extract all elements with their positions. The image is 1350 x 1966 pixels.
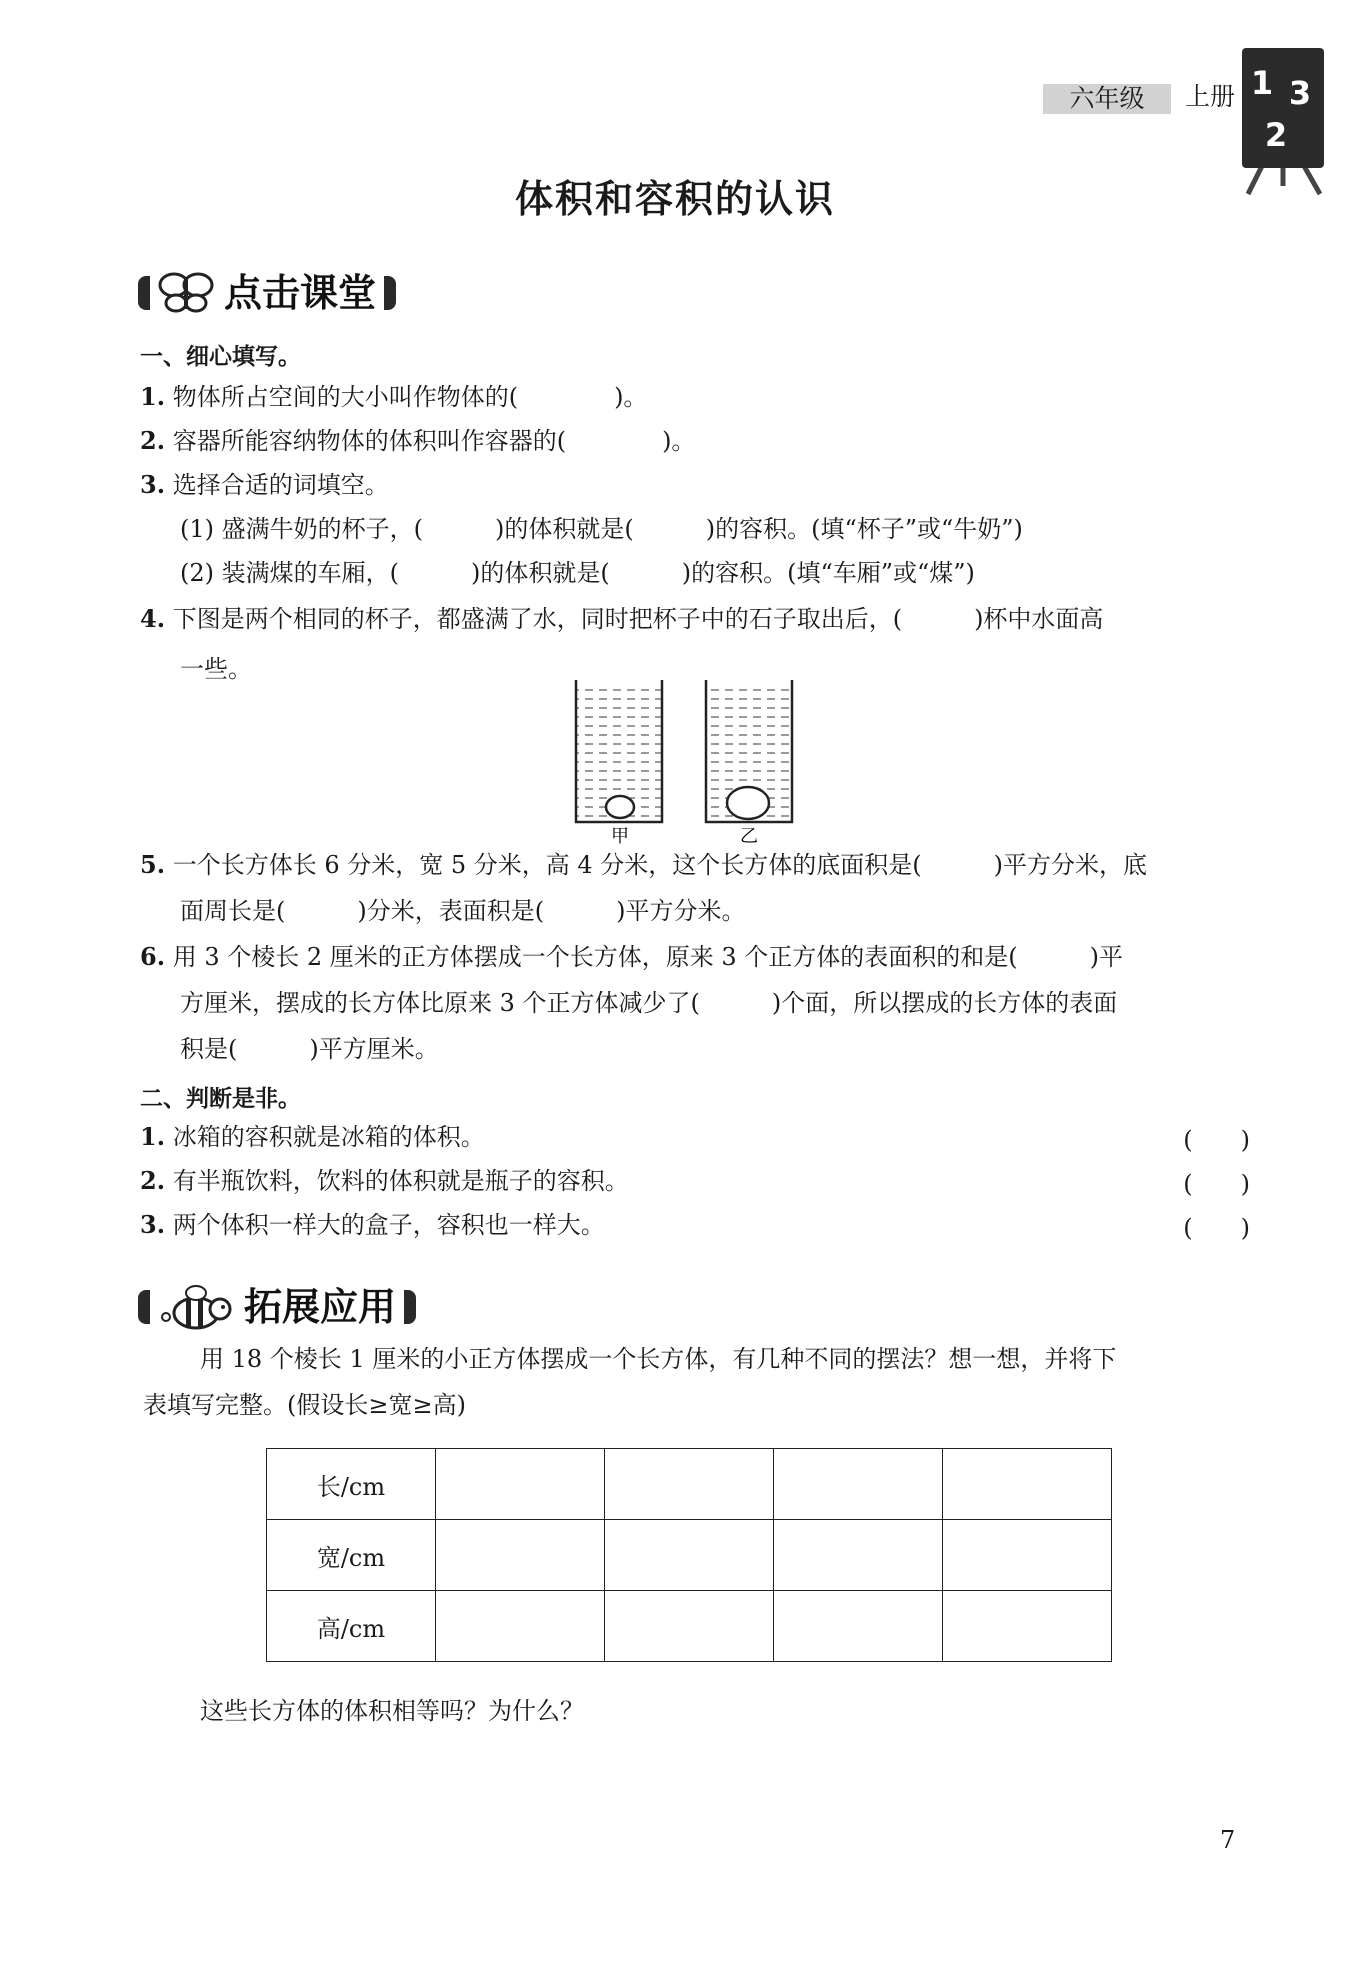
section-banner-label: 拓展应用 (244, 1285, 397, 1329)
bee-icon (156, 1283, 236, 1331)
page-number: 7 (1220, 1826, 1236, 1854)
question-text: 有半瓶饮料，饮料的体积就是瓶子的容积。 (172, 1167, 629, 1195)
question-3 (140, 468, 389, 502)
table-cell[interactable] (943, 1449, 1112, 1520)
question-number: 3. (140, 1210, 166, 1239)
question-4-line-2: 一些。 (180, 655, 252, 683)
extension-text-line-2: 表填写完整。(假设长≥宽≥高) (143, 1391, 466, 1419)
judge-item-3 (140, 1208, 605, 1242)
table-cell[interactable] (774, 1591, 943, 1662)
term-label: 上册 (1185, 82, 1236, 111)
question-5 (140, 848, 1147, 882)
question-text: 物体所占空间的大小叫作物体的( )。 (172, 383, 648, 411)
table-cell[interactable] (774, 1520, 943, 1591)
table-row (267, 1520, 1112, 1591)
section-banner-extension (138, 1282, 416, 1332)
follow-up-question: 这些长方体的体积相等吗？为什么？ (200, 1697, 584, 1725)
question-6-line-3: 积是( )平方厘米。 (180, 1035, 439, 1063)
question-text: 下图是两个相同的杯子，都盛满了水，同时把杯子中的石子取出后，( )杯中水面高 (172, 605, 1104, 633)
question-number: 4. (140, 604, 166, 633)
question-3-sub-2: (2) 装满煤的车厢，( )的体积就是( )的容积。(填“车厢”或“煤”) (180, 559, 975, 587)
question-5-line-2: 面周长是( )分米，表面积是( )平方分米。 (180, 897, 746, 925)
question-2 (140, 424, 695, 458)
table-cell[interactable] (436, 1449, 605, 1520)
question-number: 6. (140, 942, 166, 971)
svg-text:2: 2 (1264, 116, 1288, 154)
judge-item-2 (140, 1164, 629, 1198)
table-cell[interactable] (605, 1520, 774, 1591)
extension-text-line-1: 用 18 个棱长 1 厘米的小正方体摆成一个长方体，有几种不同的摆法？想一想，并将下 (200, 1345, 1117, 1373)
table-cell[interactable] (436, 1591, 605, 1662)
svg-text:3: 3 (1288, 74, 1312, 112)
cup-yi (706, 680, 792, 822)
question-text: 容器所能容纳物体的体积叫作容器的( )。 (172, 427, 696, 455)
cup-label-jia: 甲 (611, 826, 629, 846)
question-4 (140, 602, 1103, 636)
question-number: 1. (140, 382, 166, 411)
two-cups-figure (570, 676, 800, 846)
question-number: 1. (140, 1122, 166, 1151)
table-cell[interactable] (605, 1449, 774, 1520)
question-number: 2. (140, 426, 166, 455)
question-number: 2. (140, 1166, 166, 1195)
cup-label-yi: 乙 (740, 826, 758, 846)
table-cell[interactable] (605, 1591, 774, 1662)
section-heading-fill: 一、细心填写。 (140, 344, 301, 370)
large-stone (727, 787, 769, 819)
judge-item-1 (140, 1120, 485, 1154)
cup-jia (576, 680, 662, 822)
question-number: 5. (140, 850, 166, 879)
table-cell[interactable] (943, 1591, 1112, 1662)
table-cell[interactable] (943, 1520, 1112, 1591)
question-text: 两个体积一样大的盒子，容积也一样大。 (172, 1211, 605, 1239)
question-6 (140, 940, 1123, 974)
table-row (267, 1591, 1112, 1662)
row-header-length: 长/cm (267, 1449, 436, 1520)
question-1 (140, 380, 647, 414)
table-row (267, 1449, 1112, 1520)
svg-text:1: 1 (1250, 64, 1274, 102)
question-number: 3. (140, 470, 166, 499)
row-header-height: 高/cm (267, 1591, 436, 1662)
page-title: 体积和容积的认识 (514, 177, 835, 221)
question-text: 选择合适的词填空。 (172, 471, 389, 499)
grade-label: 六年级 (1043, 84, 1171, 114)
table-cell[interactable] (774, 1449, 943, 1520)
answer-parentheses[interactable]: ( ) (1183, 1126, 1250, 1154)
butterfly-icon (156, 271, 216, 315)
section-heading-judge: 二、判断是非。 (140, 1086, 301, 1112)
dimensions-table (266, 1448, 1112, 1662)
question-3-sub-1: (1) 盛满牛奶的杯子，( )的体积就是( )的容积。(填“杯子”或“牛奶”) (180, 515, 1023, 543)
row-header-width: 宽/cm (267, 1520, 436, 1591)
answer-parentheses[interactable]: ( ) (1183, 1170, 1250, 1198)
question-text: 冰箱的容积就是冰箱的体积。 (172, 1123, 485, 1151)
section-banner-practice (138, 268, 396, 318)
answer-parentheses[interactable]: ( ) (1183, 1214, 1250, 1242)
question-6-line-2: 方厘米，摆成的长方体比原来 3 个正方体减少了( )个面，所以摆成的长方体的表面 (180, 989, 1118, 1017)
question-text: 一个长方体长 6 分米，宽 5 分米，高 4 分米，这个长方体的底面积是( )平方分米，底 (172, 851, 1148, 879)
small-stone (606, 796, 634, 818)
table-cell[interactable] (436, 1520, 605, 1591)
question-text: 用 3 个棱长 2 厘米的正方体摆成一个长方体，原来 3 个正方体的表面积的和是( )平 (172, 943, 1124, 971)
section-banner-label: 点击课堂 (224, 271, 377, 315)
